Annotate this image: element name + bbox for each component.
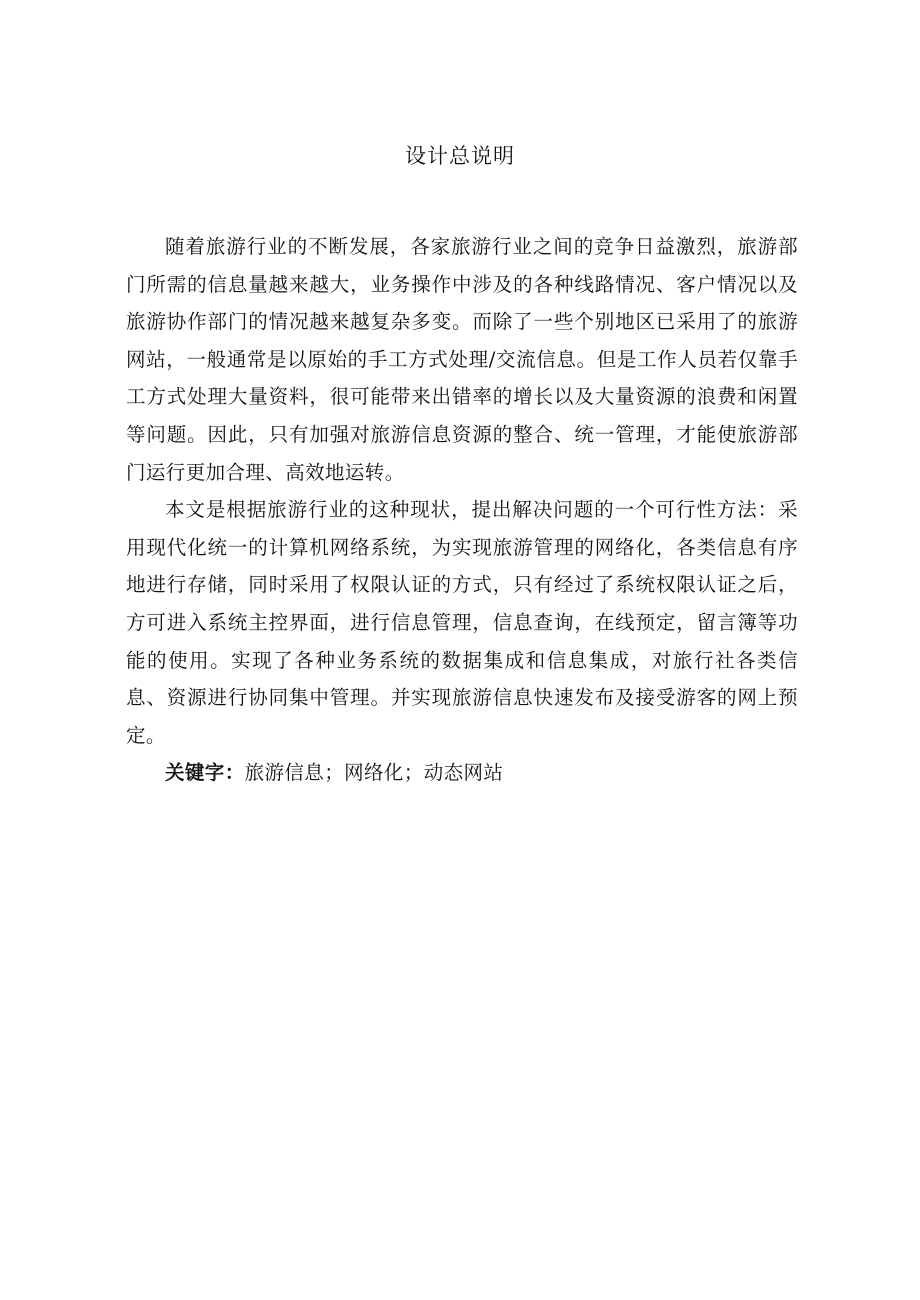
abstract-paragraph-2: 本文是根据旅游行业的这种现状，提出解决问题的一个可行性方法：采用现代化统一的计算机网络系统，为实现旅游管理的网络化，各类信息有序地进行存储，同时采用了权限认证的方式，只有经过了系统权限认证之后，方可进入系统主控界面，进行信息管理，信息查询，在线预定，留言簿等功能的使用。实现了各种业务系统的数据集成和信息集成，对旅行社各类信息、资源进行协同集中管理。并实现旅游信息快速发布及接受游客的网上预定。: [126, 498, 798, 747]
keywords-line: [126, 754, 798, 792]
document-title: 设计总说明: [405, 144, 515, 168]
abstract-paragraph-1: 随着旅游行业的不断发展，各家旅游行业之间的竞争日益激烈，旅游部门所需的信息量越来越大，业务操作中涉及的各种线路情况、客户情况以及旅游协作部门的情况越来越复杂多变。而除了一些个别地区已采用了的旅游网站，一般通常是以原始的手工方式处理/交流信息。但是工作人员若仅靠手工方式处理大量资料，很可能带来出错率的增长以及大量资源的浪费和闲置等问题。因此，只有加强对旅游信息资源的整合、统一管理，才能使旅游部门运行更加合理、高效地运转。: [126, 235, 798, 484]
keywords-label: 关键字：: [165, 761, 245, 785]
abstract-body: [126, 228, 798, 792]
keywords-text: 旅游信息；网络化；动态网站: [244, 761, 504, 785]
